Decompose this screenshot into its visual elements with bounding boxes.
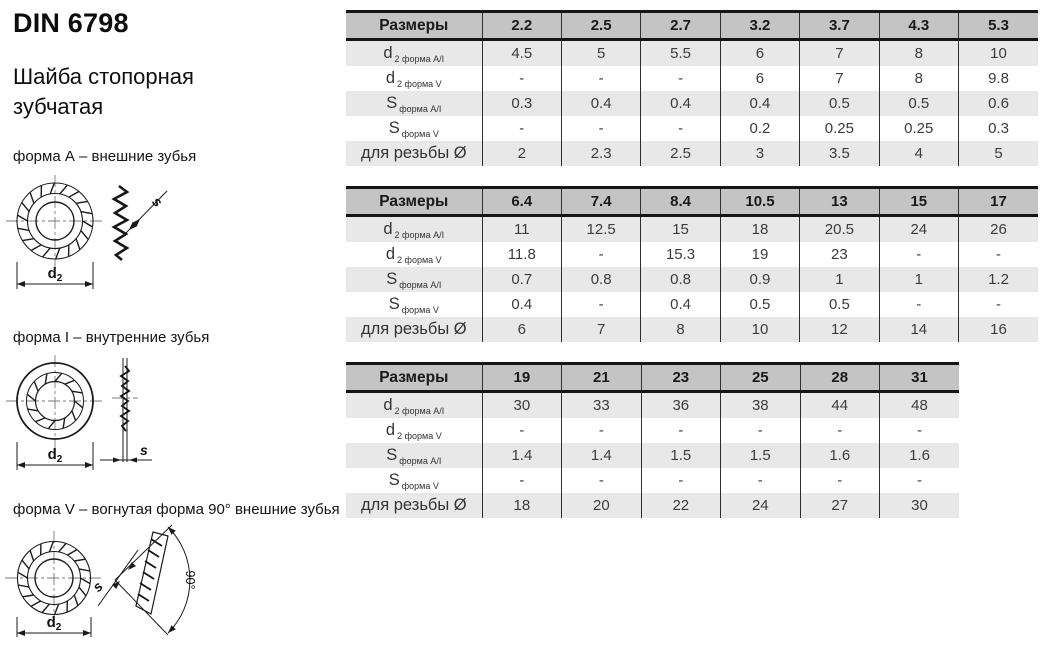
page-title: DIN 6798 [13,8,129,38]
value-cell: 1 [800,267,879,292]
value-cell: 5.5 [641,40,720,67]
d2-label-sub: 2 [55,622,62,633]
value-cell: 10 [958,40,1038,67]
d2-dimension-label [47,614,62,633]
value-cell: 20.5 [800,216,879,243]
size-header-value: 3.7 [800,12,879,40]
table-row [346,66,1038,91]
value-cell: 1.2 [958,267,1038,292]
value-cell: - [482,66,561,91]
value-cell: 2 [482,141,561,166]
parameter-subscript: форма А/I [399,456,442,466]
value-cell: 0.5 [800,91,879,116]
value-cell: 0.2 [720,116,799,141]
size-header-value: 28 [800,364,879,392]
form-a-caption: форма А – внешние зубья [13,148,197,165]
arrowhead [112,581,120,589]
table-row [346,468,959,493]
value-cell: 30 [482,392,561,419]
parameter-subscript: 2 форма V [397,79,442,89]
form-a-drawing [0,172,210,304]
size-header-value: 15 [879,188,958,216]
s-dimension-label: s [149,193,167,210]
value-cell: 3.5 [800,141,879,166]
table-row [346,40,1038,67]
d2-dimension-label [48,446,63,465]
form-v-drawing [0,524,220,661]
value-cell: 11.8 [482,242,561,267]
value-cell: 1.4 [482,443,561,468]
value-cell: 7 [561,317,640,342]
form-i-caption: форма I – внутренние зубья [13,329,210,346]
value-cell: - [561,242,640,267]
value-cell: 6 [720,40,799,67]
table-row [346,91,1038,116]
value-cell: 0.8 [561,267,640,292]
arrowhead [85,462,93,468]
row-parameter-label [346,216,482,243]
parameter-subscript: форма А/I [399,104,442,114]
angle-90-label: 90° [183,570,197,590]
value-cell: 24 [721,493,800,518]
size-header-value: 25 [721,364,800,392]
value-cell: 4.5 [482,40,561,67]
table-row [346,443,959,468]
size-header-value: 5.3 [958,12,1038,40]
value-cell: 0.6 [958,91,1038,116]
size-header-value: 3.2 [720,12,799,40]
table-header-row [346,188,1038,216]
size-header-value: 21 [562,364,641,392]
value-cell: 0.3 [958,116,1038,141]
value-cell: 14 [879,317,958,342]
parameter-subscript: 2 форма А/I [394,230,445,240]
value-cell: - [800,468,879,493]
parameter-symbol: d [385,245,396,263]
value-cell: - [561,116,640,141]
parameter-symbol: для резьбы Ø [360,320,467,338]
value-cell: 0.5 [800,292,879,317]
parameter-symbol: S [388,471,400,489]
value-cell: 1.6 [879,443,959,468]
value-cell: - [482,468,561,493]
value-cell: 19 [720,242,799,267]
value-cell: 20 [562,493,641,518]
size-header-value: 19 [482,364,561,392]
value-cell: - [562,418,641,443]
row-parameter-label [346,468,482,493]
value-cell: 30 [879,493,959,518]
value-cell: 1.6 [800,443,879,468]
value-cell: 5 [561,40,640,67]
value-cell: 12 [800,317,879,342]
value-cell: 18 [482,493,561,518]
value-cell: - [641,468,720,493]
value-cell: - [561,66,640,91]
value-cell: 0.4 [561,91,640,116]
parameter-symbol: d [383,396,393,414]
value-cell: 33 [562,392,641,419]
parameter-subscript: форма V [401,129,439,139]
size-header-value: 6.4 [482,188,561,216]
table-row [346,267,1038,292]
parameter-subscript: форма V [401,305,439,315]
value-cell: - [641,66,720,91]
value-cell: 1.5 [721,443,800,468]
dimensions-table-medium-sizes [346,186,1038,342]
parameter-symbol: S [386,94,398,112]
value-cell: 7 [800,66,879,91]
sizes-header-label: Размеры [346,12,482,40]
value-cell: 0.3 [482,91,561,116]
value-cell: 9.8 [958,66,1038,91]
value-cell: - [482,116,561,141]
value-cell: - [958,242,1038,267]
value-cell: 18 [720,216,799,243]
size-header-value: 7.4 [561,188,640,216]
value-cell: 8 [641,317,720,342]
value-cell: - [561,292,640,317]
value-cell: 15.3 [641,242,720,267]
parameter-symbol: d [385,69,396,87]
size-header-value: 13 [800,188,879,216]
size-header-value: 8.4 [641,188,720,216]
arrowhead [129,457,137,462]
arrowhead [168,527,176,535]
value-cell: 26 [958,216,1038,243]
table-row [346,418,959,443]
parameter-symbol: для резьбы Ø [360,144,467,162]
value-cell: 0.4 [720,91,799,116]
parameter-symbol: S [386,446,398,464]
value-cell: - [482,418,561,443]
sizes-header-label: Размеры [346,188,482,216]
value-cell: 0.5 [720,292,799,317]
row-parameter-label [346,116,482,141]
parameter-subscript: 2 форма А/I [394,54,445,64]
size-header-value: 23 [641,364,720,392]
table-row [346,493,959,518]
parameter-subscript: 2 форма V [397,431,442,441]
side-view-profile [114,186,127,260]
value-cell: 27 [800,493,879,518]
parameter-subscript: 2 форма А/I [394,406,445,416]
size-header-value: 2.5 [561,12,640,40]
value-cell: 8 [879,40,958,67]
row-parameter-label [346,267,482,292]
value-cell: 0.9 [720,267,799,292]
table-row [346,141,1038,166]
table-row [346,116,1038,141]
size-header-value: 4.3 [879,12,958,40]
cone-surface-line [115,580,168,635]
value-cell: 3 [720,141,799,166]
dimensions-table-large-sizes [346,362,959,518]
table-row [346,292,1038,317]
table-header-row [346,12,1038,40]
value-cell: - [800,418,879,443]
value-cell: 22 [641,493,720,518]
value-cell: 44 [800,392,879,419]
parameter-symbol: d [383,220,393,238]
parameter-symbol: S [386,270,398,288]
row-parameter-label [346,317,482,342]
value-cell: 2.3 [561,141,640,166]
value-cell: - [879,468,959,493]
parameter-subscript: форма V [401,481,439,491]
form-v-caption: форма V – вогнутая форма 90° внешние зубья [13,501,340,518]
value-cell: 0.4 [482,292,561,317]
parameter-symbol: d [385,421,396,439]
size-header-value: 2.2 [482,12,561,40]
size-header-value: 31 [879,364,959,392]
d2-dimension-label [48,265,63,284]
page-subtitle: Шайба стопорная зубчатая [13,64,194,119]
arrowhead [17,281,25,287]
value-cell: 8 [879,66,958,91]
value-cell: 10 [720,317,799,342]
value-cell: 7 [800,40,879,67]
cone-teeth-hatching [138,539,162,601]
sizes-header-label: Размеры [346,364,482,392]
size-header-value: 17 [958,188,1038,216]
s-dimension-label: s [89,578,106,595]
table-header-row [346,364,959,392]
parameter-symbol: d [383,44,393,62]
value-cell: - [721,418,800,443]
row-parameter-label [346,91,482,116]
table-row [346,242,1038,267]
table-row [346,317,1038,342]
parameter-symbol: для резьбы Ø [360,496,467,514]
form-i-drawing [0,352,210,484]
arrowhead [85,281,93,287]
dimensions-table-small-sizes [346,10,1038,166]
row-parameter-label [346,418,482,443]
value-cell: - [879,292,958,317]
d2-label-sub: 2 [56,454,63,465]
row-parameter-label [346,443,482,468]
row-parameter-label [346,242,482,267]
value-cell: 0.5 [879,91,958,116]
value-cell: 0.4 [641,292,720,317]
value-cell: - [958,292,1038,317]
value-cell: 15 [641,216,720,243]
row-parameter-label [346,493,482,518]
d2-label-sub: 2 [56,273,63,284]
parameter-symbol: S [388,119,400,137]
row-parameter-label [346,392,482,419]
s-dimension-label: s [140,442,148,458]
value-cell: 36 [641,392,720,419]
value-cell: - [721,468,800,493]
parameter-subscript: форма А/I [399,280,442,290]
parameter-symbol: S [388,295,400,313]
value-cell: 1 [879,267,958,292]
value-cell: 0.8 [641,267,720,292]
value-cell: 4 [879,141,958,166]
value-cell: 2.5 [641,141,720,166]
value-cell: - [562,468,641,493]
value-cell: 38 [721,392,800,419]
d2-label-main: d [46,614,56,631]
parameter-subscript: 2 форма V [397,255,442,265]
value-cell: 16 [958,317,1038,342]
value-cell: 24 [879,216,958,243]
value-cell: 48 [879,392,959,419]
row-parameter-label [346,292,482,317]
value-cell: 0.7 [482,267,561,292]
size-header-value: 10.5 [720,188,799,216]
value-cell: 0.25 [879,116,958,141]
side-view-profile [121,366,129,431]
d2-label-main: d [47,446,57,463]
arrowhead [168,625,176,633]
table-row [346,392,959,419]
arrowhead [83,630,91,636]
value-cell: 6 [720,66,799,91]
value-cell: 6 [482,317,561,342]
arrowhead [17,630,25,636]
value-cell: 1.4 [562,443,641,468]
value-cell: 11 [482,216,561,243]
value-cell: - [641,418,720,443]
value-cell: 5 [958,141,1038,166]
value-cell: 1.5 [641,443,720,468]
row-parameter-label [346,40,482,67]
value-cell: 0.4 [641,91,720,116]
arrowhead [17,462,25,468]
value-cell: - [641,116,720,141]
value-cell: 0.25 [800,116,879,141]
d2-label-main: d [47,265,57,282]
value-cell: 12.5 [561,216,640,243]
size-header-value: 2.7 [641,12,720,40]
table-row [346,216,1038,243]
arrowhead [113,457,121,462]
value-cell: - [879,242,958,267]
row-parameter-label [346,66,482,91]
row-parameter-label [346,141,482,166]
value-cell: - [879,418,959,443]
value-cell: 23 [800,242,879,267]
